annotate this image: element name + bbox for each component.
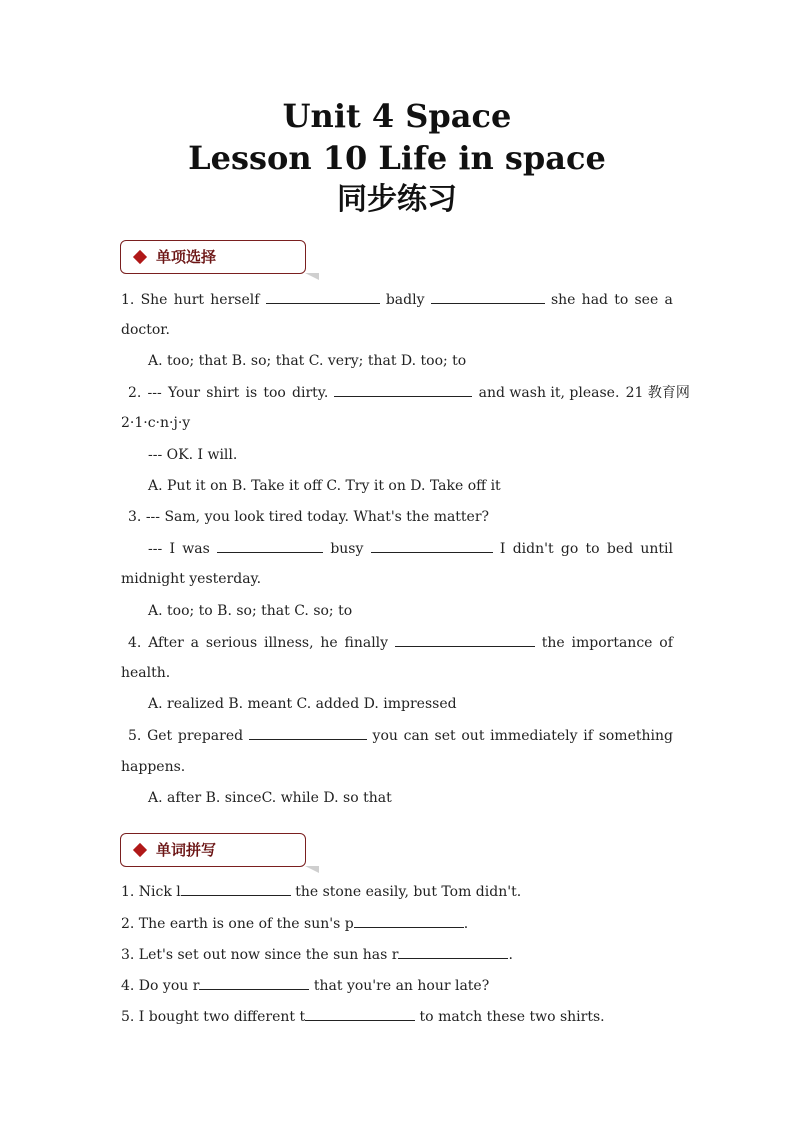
answer-blank[interactable] bbox=[266, 289, 380, 304]
title-line-3: 同步练习 bbox=[337, 182, 457, 217]
word: finally bbox=[344, 635, 389, 651]
word: bed bbox=[606, 541, 634, 557]
question-number: 4. bbox=[128, 635, 142, 651]
shadow-decoration bbox=[305, 273, 319, 280]
word: had bbox=[581, 292, 608, 308]
question-3-line-1 bbox=[128, 507, 489, 527]
word: busy bbox=[330, 541, 364, 557]
word: can bbox=[403, 728, 429, 744]
answer-blank[interactable] bbox=[249, 725, 367, 740]
word: and wash it, please. bbox=[478, 385, 620, 401]
section-label: 单词拼写 bbox=[156, 841, 217, 859]
question-4-line-1 bbox=[128, 632, 673, 653]
spelling-item-1 bbox=[121, 881, 521, 902]
item-text: that you're an hour late? bbox=[309, 978, 490, 994]
item-text: . bbox=[508, 947, 513, 963]
word: --- bbox=[147, 385, 162, 401]
answer-blank[interactable] bbox=[199, 975, 309, 990]
word: until bbox=[640, 541, 673, 557]
question-2-line-1 bbox=[128, 382, 690, 403]
word: importance bbox=[571, 635, 653, 651]
spelling-item-4 bbox=[121, 975, 489, 996]
word: she bbox=[550, 292, 576, 308]
word: of bbox=[659, 635, 673, 651]
word: Your bbox=[167, 385, 201, 401]
diamond-icon bbox=[133, 843, 147, 857]
word: immediately bbox=[490, 728, 578, 744]
watermark-text: 21 教育网 bbox=[625, 385, 690, 401]
word: a bbox=[190, 635, 200, 651]
word: dirty. bbox=[292, 385, 329, 401]
answer-blank[interactable] bbox=[395, 632, 535, 647]
shadow-decoration bbox=[305, 866, 319, 873]
answer-blank[interactable] bbox=[398, 944, 508, 959]
section-header-spelling bbox=[120, 833, 306, 867]
word: you bbox=[372, 728, 398, 744]
title-line-2: Lesson 10 Life in space bbox=[188, 139, 606, 177]
word: go bbox=[560, 541, 579, 557]
answer-blank[interactable] bbox=[371, 538, 493, 553]
word: to bbox=[614, 292, 629, 308]
word: badly bbox=[385, 292, 425, 308]
title-line-1: Unit 4 Space bbox=[282, 97, 512, 135]
item-text: 3. Let's set out now since the sun has r bbox=[121, 947, 399, 963]
answer-blank[interactable] bbox=[334, 382, 472, 397]
word: shirt bbox=[206, 385, 240, 401]
word: if bbox=[583, 728, 593, 744]
question-number: 3. bbox=[128, 509, 142, 525]
word: the bbox=[541, 635, 565, 651]
word: hurt bbox=[173, 292, 205, 308]
spelling-item-2 bbox=[121, 913, 468, 934]
word: illness, bbox=[263, 635, 314, 651]
word: too bbox=[263, 385, 286, 401]
item-text: 1. Nick l bbox=[121, 884, 181, 900]
question-2-continuation: 2·1·c·n·j·y bbox=[121, 415, 191, 431]
diamond-icon bbox=[133, 250, 147, 264]
question-5-continuation: happens. bbox=[121, 759, 186, 775]
word: I bbox=[499, 541, 506, 557]
word: see bbox=[634, 292, 659, 308]
spelling-item-3 bbox=[121, 944, 513, 965]
word: is bbox=[245, 385, 258, 401]
question-text: --- Sam, you look tired today. What's the matter? bbox=[145, 509, 490, 525]
question-4-options: A. realized B. meant C. added D. impressed bbox=[148, 696, 457, 712]
question-1-options: A. too; that B. so; that C. very; that D. too; to bbox=[148, 353, 467, 369]
item-text: to match these two shirts. bbox=[415, 1009, 605, 1025]
item-text: . bbox=[463, 916, 469, 932]
word: out bbox=[461, 728, 485, 744]
question-number: 5. bbox=[128, 728, 142, 744]
question-5-options: A. after B. sinceC. while D. so that bbox=[148, 790, 392, 806]
word: herself bbox=[210, 292, 260, 308]
word: something bbox=[598, 728, 673, 744]
word: to bbox=[585, 541, 600, 557]
word: he bbox=[320, 635, 338, 651]
section-label: 单项选择 bbox=[156, 248, 217, 266]
question-3-options: A. too; to B. so; that C. so; to bbox=[148, 603, 353, 619]
question-number: 1. bbox=[121, 292, 135, 308]
word: a bbox=[664, 292, 673, 308]
item-text: the stone easily, but Tom didn't. bbox=[290, 884, 522, 900]
answer-blank[interactable] bbox=[181, 881, 291, 896]
word: I bbox=[169, 541, 175, 557]
question-3-line-2 bbox=[148, 538, 673, 559]
answer-blank[interactable] bbox=[305, 1006, 415, 1021]
question-2-reply: --- OK. I will. bbox=[148, 447, 238, 463]
word: After bbox=[148, 635, 184, 651]
word: Get bbox=[147, 728, 173, 744]
word: set bbox=[434, 728, 456, 744]
question-1-line-1 bbox=[121, 289, 673, 310]
section-header-multiple-choice bbox=[120, 240, 306, 274]
question-2-options: A. Put it on B. Take it off C. Try it on D. Take off it bbox=[148, 478, 501, 494]
word: --- bbox=[148, 541, 163, 557]
word: didn't bbox=[512, 541, 554, 557]
question-3-continuation: midnight yesterday. bbox=[121, 571, 262, 587]
item-text: 4. Do you r bbox=[121, 978, 200, 994]
spelling-item-5 bbox=[121, 1006, 605, 1027]
question-number: 2. bbox=[128, 385, 142, 401]
word: serious bbox=[205, 635, 258, 651]
word: prepared bbox=[177, 728, 244, 744]
word: was bbox=[182, 541, 210, 557]
answer-blank[interactable] bbox=[431, 289, 545, 304]
question-5-line-1 bbox=[128, 725, 673, 746]
answer-blank[interactable] bbox=[354, 913, 464, 928]
word: She bbox=[140, 292, 168, 308]
item-text: 5. I bought two different t bbox=[121, 1009, 306, 1025]
question-1-continuation: doctor. bbox=[121, 322, 170, 338]
question-4-continuation: health. bbox=[121, 665, 171, 681]
item-text: 2. The earth is one of the sun's p bbox=[121, 916, 354, 932]
answer-blank[interactable] bbox=[217, 538, 323, 553]
